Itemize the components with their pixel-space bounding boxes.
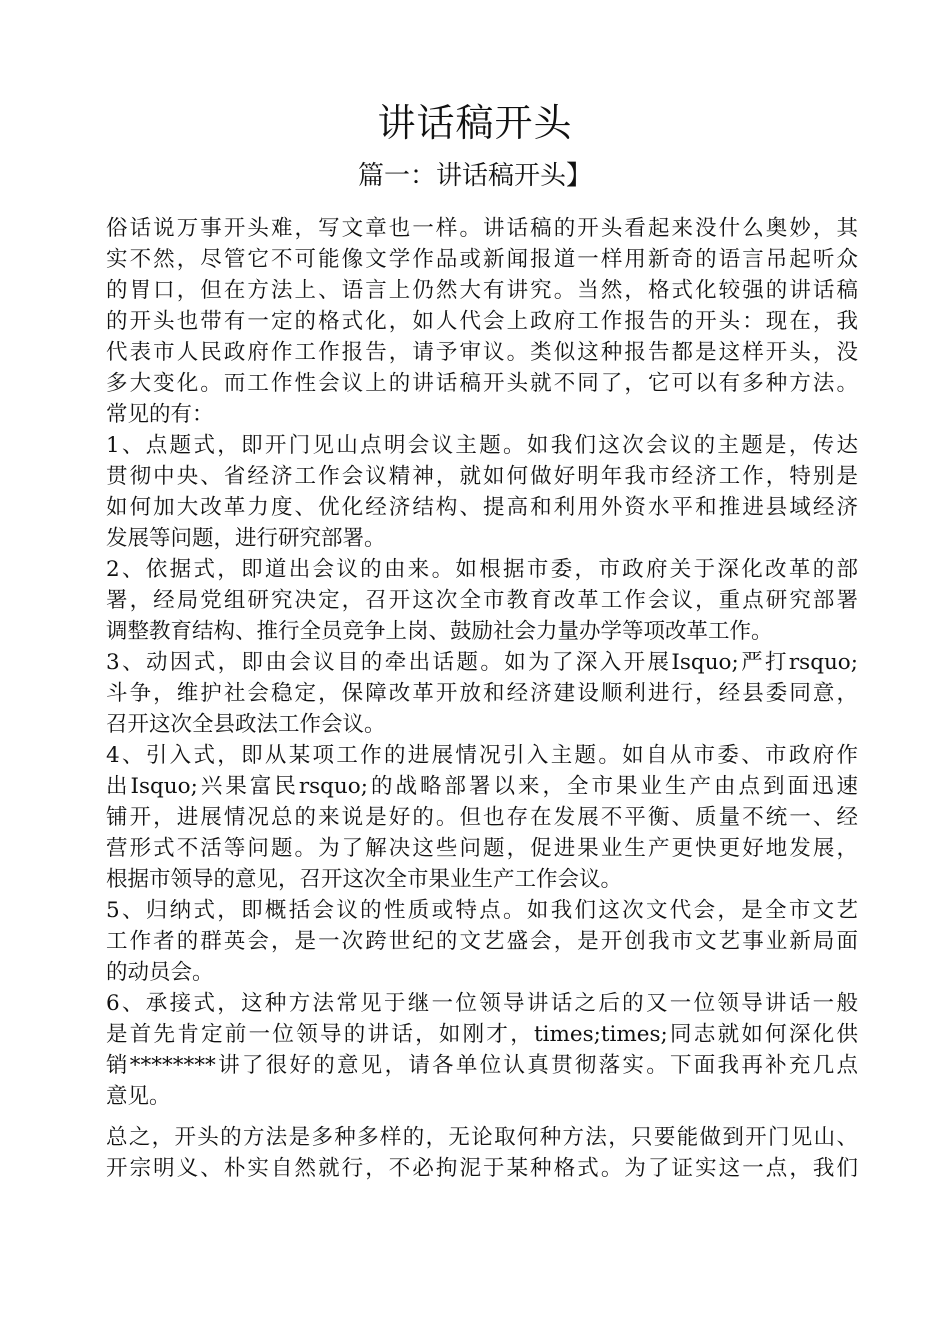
text-line: 根据市领导的意见，召开这次全市果业生产工作会议。 — [106, 867, 623, 892]
text-line: 铺开，进展情况总的来说是好的。但也存在发展不平衡、质量不统一、经 — [106, 805, 858, 830]
text-line: 1、点题式，即开门见山点明会议主题。如我们这次会议的主题是，传达 — [106, 433, 858, 458]
text-line: 的动员会。 — [106, 960, 214, 985]
text-line: 署，经局党组研究决定，召开这次全市教育改革工作会议，重点研究部署 — [106, 588, 858, 613]
text-line: 是首先肯定前一位领导的讲话，如刚才，times;times;同志就如何深化供 — [106, 1022, 858, 1047]
text-line: 的胃口，但在方法上、语言上仍然大有讲究。当然，格式化较强的讲话稿 — [106, 278, 858, 303]
text-line: 2、依据式，即道出会议的由来。如根据市委，市政府关于深化改革的部 — [106, 557, 858, 582]
text-line: 贯彻中央、省经济工作会议精神，就如何做好明年我市经济工作，特别是 — [106, 464, 858, 489]
document-body — [106, 213, 858, 1184]
document-title: 讲话稿开头 — [377, 101, 573, 145]
text-line: 3、动因式，即由会议目的牵出话题。如为了深入开展Isquo;严打rsquo; — [106, 650, 858, 675]
text-line: 5、归纳式，即概括会议的性质或特点。如我们这次文代会，是全市文艺 — [106, 898, 858, 923]
text-line: 意见。 — [106, 1084, 171, 1109]
text-line: 工作者的群英会，是一次跨世纪的文艺盛会，是开创我市文艺事业新局面 — [106, 929, 858, 954]
paragraph-gap — [106, 1112, 858, 1122]
text-line: 4、引入式，即从某项工作的进展情况引入主题。如自从市委、市政府作 — [106, 743, 858, 768]
text-line: 营形式不活等问题。为了解决这些问题，促进果业生产更快更好地发展， — [106, 836, 858, 861]
text-line: 俗话说万事开头难，写文章也一样。讲话稿的开头看起来没什么奥妙，其 — [106, 216, 858, 241]
text-line: 多大变化。而工作性会议上的讲话稿开头就不同了，它可以有多种方法。 — [106, 371, 858, 396]
text-line: 斗争，维护社会稳定，保障改革开放和经济建设顺利进行，经县委同意， — [106, 681, 858, 706]
document-subtitle: 篇一：讲话稿开头】 — [357, 161, 592, 191]
text-line: 的开头也带有一定的格式化，如人代会上政府工作报告的开头：现在，我 — [106, 309, 858, 334]
text-line: 代表市人民政府作工作报告，请予审议。类似这种报告都是这样开头，没 — [106, 340, 858, 365]
text-line: 发展等问题，进行研究部署。 — [106, 526, 386, 551]
text-line: 常见的有： — [106, 402, 214, 427]
text-line: 销********讲了很好的意见，请各单位认真贯彻落实。下面我再补充几点 — [106, 1053, 858, 1078]
text-line: 调整教育结构、推行全员竞争上岗、鼓励社会力量办学等项改革工作。 — [106, 619, 773, 644]
text-line: 出Isquo;兴果富民rsquo;的战略部署以来，全市果业生产由点到面迅速 — [106, 774, 858, 799]
text-line: 开宗明义、朴实自然就行，不必拘泥于某种格式。为了证实这一点，我们 — [106, 1156, 858, 1181]
text-line: 实不然，尽管它不可能像文学作品或新闻报道一样用新奇的语言吊起听众 — [106, 247, 858, 272]
text-line: 6、承接式，这种方法常见于继一位领导讲话之后的又一位领导讲话一般 — [106, 991, 858, 1016]
text-line: 召开这次全县政法工作会议。 — [106, 712, 386, 737]
text-line: 如何加大改革力度、优化经济结构、提高和利用外资水平和推进县域经济 — [106, 495, 858, 520]
text-line: 总之，开头的方法是多种多样的，无论取何种方法，只要能做到开门见山、 — [106, 1125, 858, 1150]
